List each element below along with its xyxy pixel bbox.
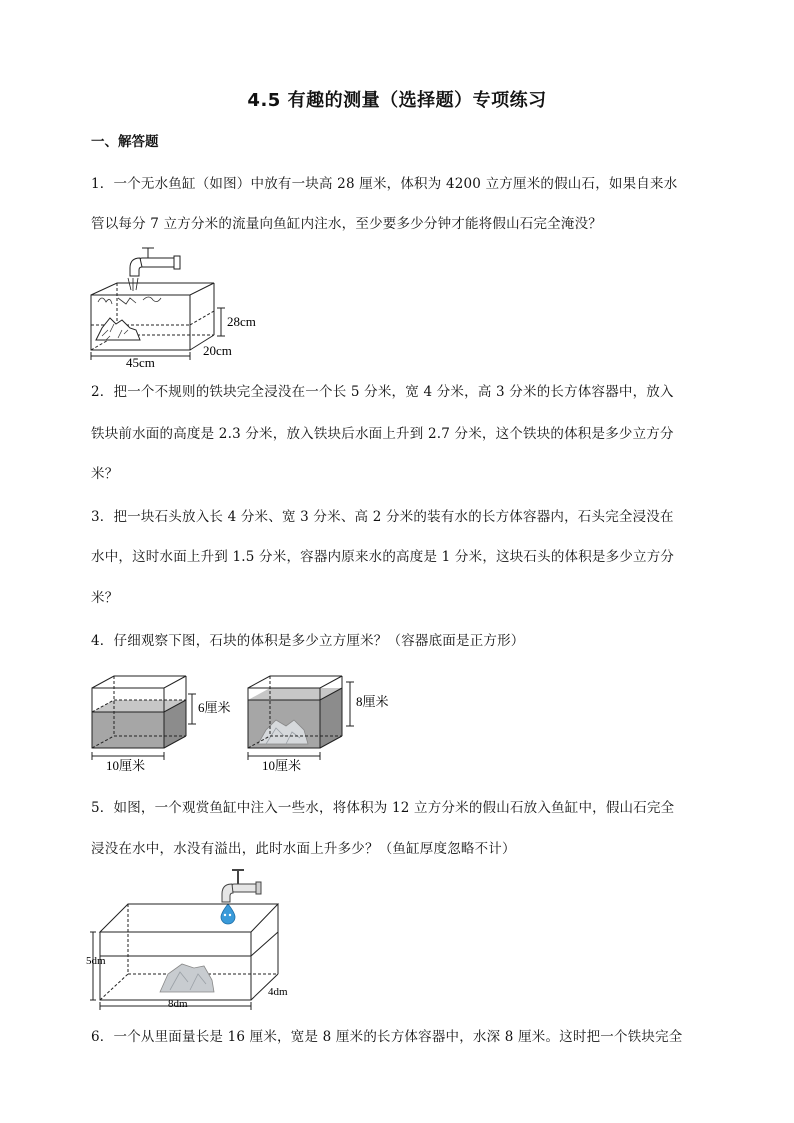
rock-icon (160, 964, 214, 992)
length-label: 8dm (168, 998, 188, 1010)
height-label: 28cm (227, 314, 256, 329)
question-1-figure (88, 240, 288, 368)
rock-icon (96, 318, 140, 340)
question-6-line-1: 6．一个从里面量长是 16 厘米，宽是 8 厘米的长方体容器中，水深 8 厘米。这时把一个铁块完全 (91, 1029, 683, 1045)
question-4-line-1: 4．仔细观察下图，石块的体积是多少立方厘米？（容器底面是正方形） (91, 633, 525, 649)
faucet-icon (222, 870, 261, 902)
question-4-figure-right (246, 664, 406, 776)
water-drop-icon (221, 904, 235, 924)
question-1-line-2: 管以每分 7 立方分米的流量向鱼缸内注水，至少要多少分钟才能将假山石完全淹没？ (91, 216, 602, 232)
question-1-line-1: 1．一个无水鱼缸（如图）中放有一块高 28 厘米，体积为 4200 立方厘米的假山石，如果自来水 (91, 176, 678, 192)
section-heading: 一、解答题 (91, 134, 159, 150)
base-label: 10厘米 (262, 758, 302, 773)
question-5-figure (88, 862, 308, 1010)
question-3-line-1: 3．把一块石头放入长 4 分米、宽 3 分米、高 2 分米的装有水的长方体容器内，石头完全浸没在 (91, 509, 674, 525)
question-2-line-2: 铁块前水面的高度是 2.3 分米，放入铁块后水面上升到 2.7 分米，这个铁块的体积是多少立方分 (91, 426, 674, 442)
question-3-line-3: 米？ (91, 590, 119, 606)
question-5-line-1: 5．如图，一个观赏鱼缸中注入一些水，将体积为 12 立方分米的假山石放入鱼缸中，假山石完全 (91, 800, 675, 816)
height-label: 6厘米 (198, 700, 231, 715)
height-label: 8厘米 (356, 694, 389, 709)
height-label: 5dm (86, 955, 106, 967)
width-label: 20cm (203, 343, 232, 358)
question-2-line-3: 米？ (91, 466, 119, 482)
faucet-icon (128, 248, 180, 291)
question-5-line-2: 浸没在水中，水没有溢出，此时水面上升多少？（鱼缸厚度忽略不计） (91, 841, 516, 857)
length-label: 45cm (126, 355, 155, 370)
question-4-figure-left (90, 664, 250, 776)
question-2-line-1: 2．把一个不规则的铁块完全浸没在一个长 5 分米，宽 4 分米，高 3 分米的长方体容器中，放入 (91, 384, 674, 400)
question-3-line-2: 水中，这时水面上升到 1.5 分米，容器内原来水的高度是 1 分米，这块石头的体积是多少立方分 (91, 549, 675, 565)
width-label: 4dm (268, 986, 288, 998)
page-title: 4.5 有趣的测量（选择题）专项练习 (247, 90, 547, 111)
base-label: 10厘米 (106, 758, 146, 773)
